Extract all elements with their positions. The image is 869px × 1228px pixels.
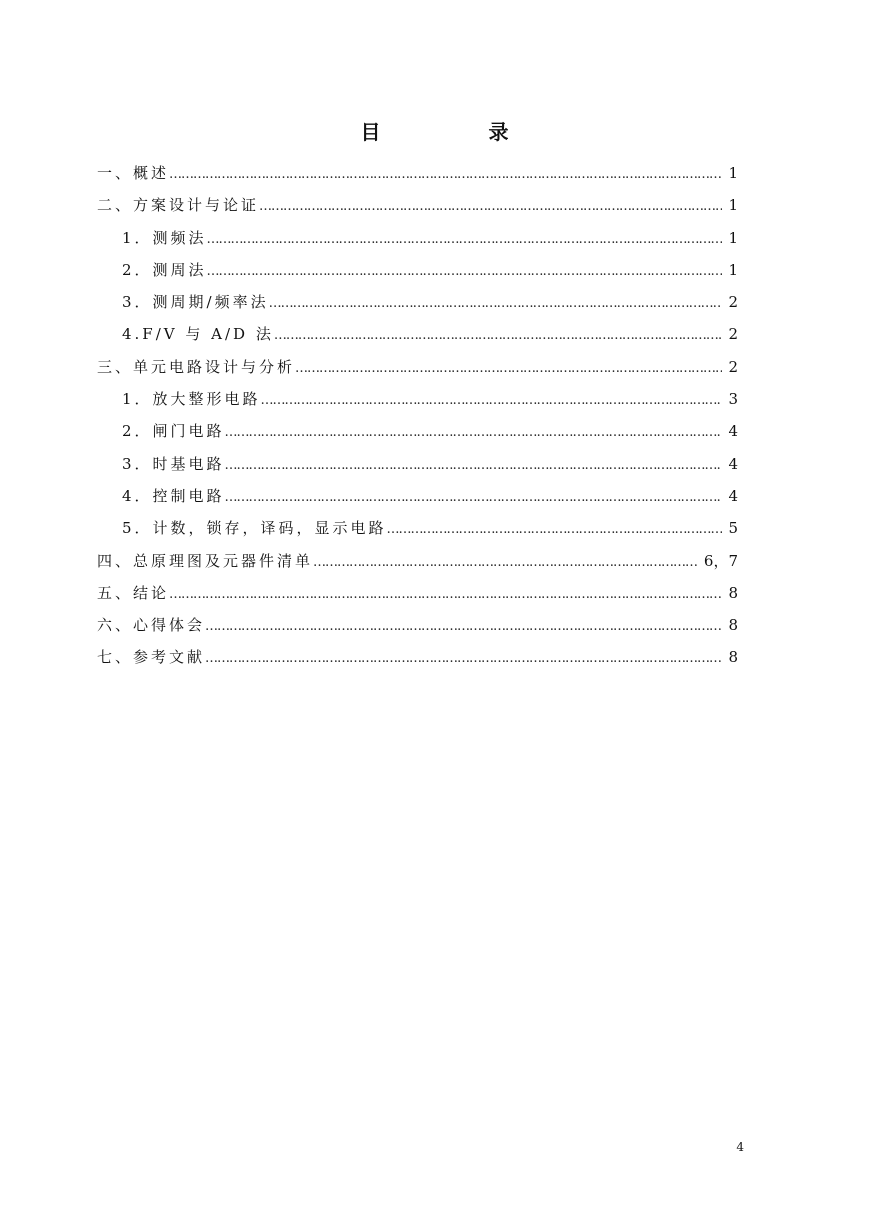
toc-entry-label: 4．控制电路 bbox=[122, 486, 225, 505]
toc-entry[interactable] bbox=[97, 641, 738, 673]
toc-entry-page: 8 bbox=[728, 616, 738, 635]
toc-entry-label: 一、概述 bbox=[97, 164, 170, 182]
toc-title-char-1: 目 bbox=[360, 120, 381, 144]
toc-subentry[interactable] bbox=[97, 512, 738, 544]
toc-leader-dots bbox=[313, 547, 698, 577]
toc-entry[interactable] bbox=[97, 545, 738, 577]
toc-entry-label: 三、单元电路设计与分析 bbox=[97, 357, 296, 376]
toc-subentry[interactable] bbox=[97, 318, 738, 350]
toc-entry[interactable] bbox=[97, 577, 738, 609]
toc-entry-label: 六、心得体会 bbox=[97, 616, 206, 635]
toc-leader-dots bbox=[225, 450, 722, 480]
toc-subentry[interactable] bbox=[97, 222, 738, 254]
toc-leader-dots bbox=[274, 320, 722, 350]
table-of-contents bbox=[97, 157, 738, 674]
toc-entry-label: 4.F/V 与 A/D 法 bbox=[122, 325, 274, 344]
toc-entry[interactable] bbox=[97, 157, 738, 189]
toc-entry-label: 二、方案设计与论证 bbox=[97, 196, 260, 215]
toc-entry-label: 七、参考文献 bbox=[97, 648, 206, 667]
toc-entry[interactable] bbox=[97, 189, 738, 221]
toc-entry-page: 1 bbox=[728, 164, 738, 182]
toc-entry-label: 3．时基电路 bbox=[122, 454, 225, 473]
toc-entry-label: 五、结论 bbox=[97, 583, 170, 602]
toc-entry-page: 2 bbox=[728, 357, 738, 376]
toc-leader-dots bbox=[225, 482, 722, 512]
toc-entry-page: 1 bbox=[728, 260, 738, 279]
toc-leader-dots bbox=[205, 611, 722, 641]
toc-entry-page: 8 bbox=[728, 583, 738, 602]
toc-subentry[interactable] bbox=[97, 254, 738, 286]
toc-entry-page: 3 bbox=[728, 390, 738, 409]
toc-leader-dots bbox=[387, 514, 722, 544]
toc-entry-page: 5 bbox=[728, 519, 738, 538]
toc-entry-label: 1．放大整形电路 bbox=[122, 390, 261, 409]
toc-entry-page: 1 bbox=[728, 228, 738, 247]
toc-entry-page: 1 bbox=[728, 196, 738, 215]
toc-entry-page: 6，7 bbox=[703, 551, 738, 570]
toc-entry-page: 4 bbox=[728, 422, 738, 441]
toc-entry-label: 2．闸门电路 bbox=[122, 422, 225, 441]
toc-entry-page: 4 bbox=[728, 486, 738, 505]
toc-subentry[interactable] bbox=[97, 383, 738, 415]
toc-entry-label: 1．测频法 bbox=[122, 228, 207, 247]
toc-leader-dots bbox=[169, 579, 722, 609]
toc-leader-dots bbox=[269, 288, 722, 318]
toc-entry[interactable] bbox=[97, 351, 738, 383]
toc-entry-page: 2 bbox=[728, 293, 738, 312]
toc-subentry[interactable] bbox=[97, 415, 738, 447]
toc-entry-label: 5．计数，锁存，译码，显示电路 bbox=[122, 519, 387, 538]
toc-leader-dots bbox=[207, 256, 722, 286]
toc-subentry[interactable] bbox=[97, 448, 738, 480]
toc-leader-dots bbox=[295, 353, 722, 383]
toc-leader-dots bbox=[205, 643, 722, 673]
toc-entry-label: 3．测周期/频率法 bbox=[122, 293, 269, 312]
toc-entry-page: 2 bbox=[728, 325, 738, 344]
toc-entry-page: 8 bbox=[728, 648, 738, 667]
toc-subentry[interactable] bbox=[97, 286, 738, 318]
toc-entry-page: 4 bbox=[728, 454, 738, 473]
toc-title-char-2: 录 bbox=[488, 120, 509, 144]
toc-subentry[interactable] bbox=[97, 480, 738, 512]
toc-leader-dots bbox=[225, 417, 722, 447]
page-number: 4 bbox=[736, 1140, 744, 1154]
toc-entry-label: 2．测周法 bbox=[122, 260, 207, 279]
toc-title bbox=[0, 116, 869, 145]
toc-leader-dots bbox=[259, 191, 722, 221]
toc-entry[interactable] bbox=[97, 609, 738, 641]
toc-leader-dots bbox=[207, 224, 722, 254]
toc-leader-dots bbox=[261, 385, 722, 415]
toc-entry-label: 四、总原理图及元器件清单 bbox=[97, 551, 314, 570]
toc-leader-dots bbox=[169, 159, 722, 189]
